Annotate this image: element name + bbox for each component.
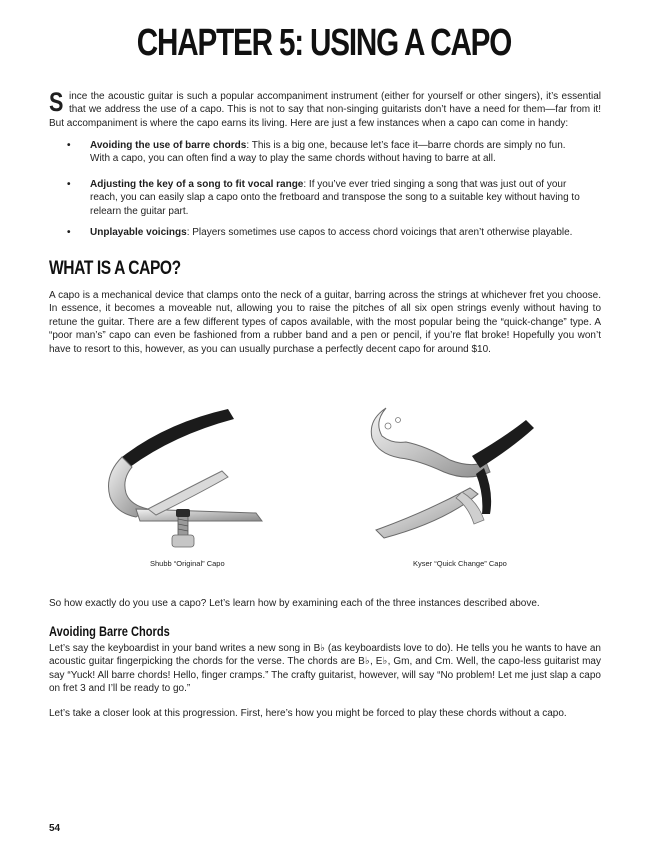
shubb-capo-caption: Shubb “Original” Capo <box>150 559 225 568</box>
chapter-title: CHAPTER 5: USING A CAPO <box>136 22 512 64</box>
intro-text: ince the acoustic guitar is such a popular accompaniment instrument (either for yourself or other singers), it’s essential that we address the use of a capo. This is not to say that non-singing guitarists don’t have a need for them—far from it! But accompaniment is where the capo earns its living. Here are just a few instances when a capo can come in handy: <box>49 91 601 129</box>
bullet-text: : This is a big one, because let’s face it—barre chords are simply no fun. With a capo, you can often find a way to play the same chords without having to barre at all. <box>90 140 566 165</box>
bullet-term: Unplayable voicings <box>90 227 187 238</box>
what-is-paragraph: A capo is a mechanical device that clamps onto the neck of a guitar, barring across the strings at whichever fret you choose. In essence, it becomes a moveable nut, allowing you to raise the pitches of all six open strings evenly without having to retune the guitar. There are a few different types of capos available, with the most popular being the “quick-change” type. A “poor man’s” capo can even be fashioned from a rubber band and a pen or pencil, if you’re flat broke! Hopefully you won’t have to resort to this, however, as you can usually purchase a perfectly decent capo for around $10. <box>49 290 601 355</box>
bullet-marker: • <box>67 227 71 238</box>
drop-cap: S <box>49 87 64 117</box>
bullet-marker: • <box>67 140 71 151</box>
barre-paragraph: Let’s say the keyboardist in your band writes a new song in B♭ (as keyboardists love to do). He tells you he wants to have an acoustic guitar fingerpicking the chords for the verse. The chords are B♭, E♭, Gm, and Cm. Well, the capo-less guitarist may say “Yuck! All barre chords! Hello, finger cramps.” The crafty guitarist, however, will say “No problem! Let me just slap a capo on fret 3 and I’ll be ready to go.” <box>49 643 601 695</box>
closing-paragraph: Let’s take a closer look at this progression. First, here’s how you might be forced to play these chords without a capo. <box>49 708 567 719</box>
bullet-marker: • <box>67 179 71 190</box>
bullet-text: : Players sometimes use capos to access chord voicings that aren’t otherwise playable. <box>186 227 573 238</box>
section-heading-what-is-a-capo: WHAT IS A CAPO? <box>49 258 181 279</box>
page-number: 54 <box>49 823 61 834</box>
intro-paragraph <box>49 87 601 130</box>
kyser-capo-image <box>366 402 540 544</box>
bullet-text: : If you’ve ever tried singing a song that was just out of your reach, you can easily slap a capo onto the fretboard and transpose the song to a suitable key without having to relearn the guitar part. <box>90 179 580 217</box>
bullet-term: Adjusting the key of a song to fit vocal range <box>90 179 304 190</box>
list-item <box>67 226 572 239</box>
kyser-capo-caption: Kyser “Quick Change” Capo <box>413 559 507 568</box>
sub-heading-avoiding-barre-chords: Avoiding Barre Chords <box>49 624 170 639</box>
shubb-capo-image <box>96 405 286 557</box>
bullet-term: Avoiding the use of barre chords <box>90 140 247 151</box>
list-item <box>67 178 587 218</box>
transition-paragraph: So how exactly do you use a capo? Let’s learn how by examining each of the three instances described above. <box>49 598 540 609</box>
list-item <box>67 139 587 166</box>
